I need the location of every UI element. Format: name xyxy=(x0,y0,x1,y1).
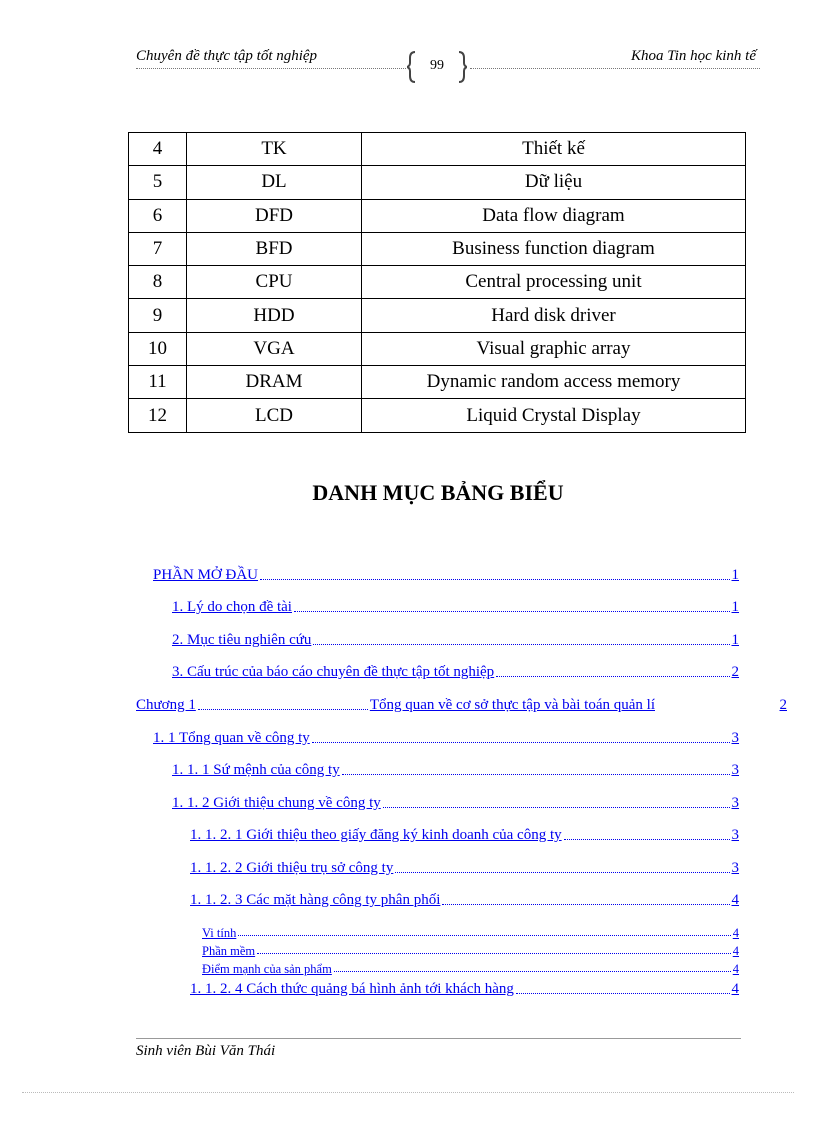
toc-entry-text: 1. 1. 1 Sứ mệnh của công ty xyxy=(172,762,340,778)
toc-entry-text: Điểm mạnh của sản phẩm xyxy=(202,962,332,976)
toc-entry-text-secondary: Tổng quan về cơ sở thực tập và bài toán quản lí xyxy=(369,697,655,713)
toc-link[interactable] xyxy=(153,729,739,747)
row-meaning: Business function diagram xyxy=(362,232,746,265)
table-row xyxy=(129,133,746,166)
toc-entry-text: 2. Mục tiêu nghiên cứu xyxy=(172,632,312,648)
toc-link[interactable] xyxy=(172,761,739,779)
toc-entry-text: 1. 1. 2. 3 Các mặt hàng công ty phân phối xyxy=(190,892,441,908)
toc-link[interactable] xyxy=(202,962,739,976)
toc-entry-text: 1. 1. 2. 4 Cách thức quảng bá hình ảnh tới khách hàng xyxy=(190,981,514,997)
row-number: 12 xyxy=(129,399,187,432)
row-number: 8 xyxy=(129,266,187,299)
row-meaning: Thiết kế xyxy=(362,133,746,166)
toc-link[interactable] xyxy=(202,944,739,958)
row-code: TK xyxy=(187,133,362,166)
toc-entry-text: 1. 1. 2. 1 Giới thiệu theo giấy đăng ký kinh doanh của công ty xyxy=(190,827,562,843)
toc-link[interactable] xyxy=(190,891,739,909)
row-code: BFD xyxy=(187,232,362,265)
toc-link[interactable] xyxy=(172,631,739,649)
toc-entry-page: 4 xyxy=(732,944,739,958)
row-number: 6 xyxy=(129,199,187,232)
toc-link[interactable] xyxy=(190,980,739,998)
row-meaning: Dynamic random access memory xyxy=(362,366,746,399)
toc-entry-page: 1 xyxy=(731,599,739,615)
toc-entry-page: 4 xyxy=(731,981,739,997)
toc-entry-page: 1 xyxy=(731,567,739,583)
row-code: DFD xyxy=(187,199,362,232)
row-meaning: Central processing unit xyxy=(362,266,746,299)
table-row xyxy=(129,266,746,299)
footer-author: Sinh viên Bùi Văn Thái xyxy=(136,1043,276,1059)
toc-entry-page: 1 xyxy=(731,632,739,648)
toc-link[interactable] xyxy=(190,826,739,844)
row-number: 11 xyxy=(129,366,187,399)
toc-entry-text: 1. 1. 2 Giới thiệu chung về công ty xyxy=(172,795,381,811)
row-code: HDD xyxy=(187,299,362,332)
toc-entry-page: 2 xyxy=(779,697,787,713)
toc-link[interactable] xyxy=(190,859,739,877)
table-row xyxy=(129,332,746,365)
page-number-badge xyxy=(407,50,467,80)
table-row xyxy=(129,399,746,432)
toc-entry-text: 3. Cấu trúc của báo cáo chuyên đề thực tập tốt nghiệp xyxy=(172,664,495,680)
row-code: DL xyxy=(187,166,362,199)
header-divider-right xyxy=(470,68,760,69)
table-row xyxy=(129,299,746,332)
toc-entry-page: 3 xyxy=(731,730,739,746)
header-right-title: Khoa Tin học kinh tế xyxy=(631,48,756,64)
toc-link[interactable] xyxy=(153,566,739,584)
toc-entry-page: 4 xyxy=(732,926,739,940)
toc-entry-page: 3 xyxy=(731,860,739,876)
table-row xyxy=(129,166,746,199)
footer-divider xyxy=(136,1038,741,1039)
table-row xyxy=(129,366,746,399)
row-number: 4 xyxy=(129,133,187,166)
header-left-title: Chuyên đề thực tập tốt nghiệp xyxy=(136,48,318,64)
row-number: 7 xyxy=(129,232,187,265)
toc-entry-page: 4 xyxy=(732,962,739,976)
table-row xyxy=(129,232,746,265)
row-number: 5 xyxy=(129,166,187,199)
toc-link[interactable] xyxy=(202,926,739,940)
toc-link-chapter[interactable] xyxy=(136,696,787,714)
table-row xyxy=(129,199,746,232)
toc-link[interactable] xyxy=(172,663,739,681)
row-number: 9 xyxy=(129,299,187,332)
row-meaning: Dữ liệu xyxy=(362,166,746,199)
toc-entry-page: 3 xyxy=(731,827,739,843)
toc-entry-text: 1. 1 Tổng quan về công ty xyxy=(153,730,310,746)
toc-entry-text: PHẦN MỞ ĐẦU xyxy=(153,567,259,583)
row-meaning: Data flow diagram xyxy=(362,199,746,232)
toc-entry-text: Vi tính xyxy=(202,926,237,940)
row-meaning: Visual graphic array xyxy=(362,332,746,365)
toc-entry-page: 4 xyxy=(731,892,739,908)
row-code: CPU xyxy=(187,266,362,299)
toc-link[interactable] xyxy=(172,598,739,616)
toc-entry-text: Phần mềm xyxy=(202,944,256,958)
section-title: DANH MỤC BẢNG BIỂU xyxy=(312,480,564,505)
page-number: 99 xyxy=(430,58,444,73)
row-code: VGA xyxy=(187,332,362,365)
toc-entry-page: 3 xyxy=(731,762,739,778)
row-meaning: Liquid Crystal Display xyxy=(362,399,746,432)
toc-entry-text: 1. Lý do chọn đề tài xyxy=(172,599,292,615)
toc-link[interactable] xyxy=(172,794,739,812)
toc-entry-text: Chương 1 xyxy=(136,697,196,713)
row-code: DRAM xyxy=(187,366,362,399)
toc-entry-text: 1. 1. 2. 2 Giới thiệu trụ sở công ty xyxy=(190,860,394,876)
toc-entry-page: 3 xyxy=(731,795,739,811)
toc-entry-page: 2 xyxy=(731,664,739,680)
row-meaning: Hard disk driver xyxy=(362,299,746,332)
abbreviation-table xyxy=(128,132,746,433)
row-number: 10 xyxy=(129,332,187,365)
header-divider-left xyxy=(136,68,406,69)
page-bottom-rule xyxy=(22,1092,794,1093)
row-code: LCD xyxy=(187,399,362,432)
